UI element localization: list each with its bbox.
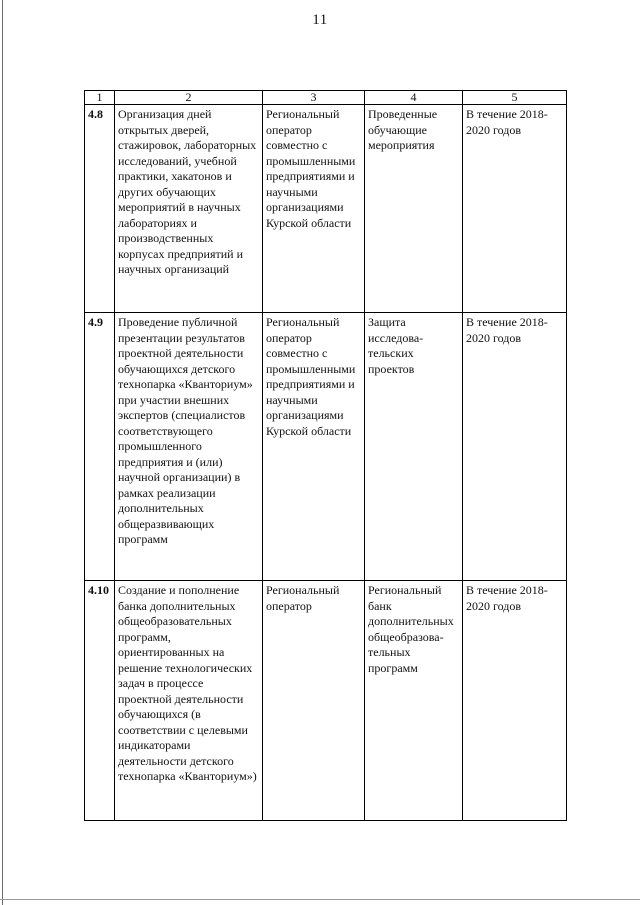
executor-cell: Региональный оператор совместно с промышленными предприятиями и научными организациями Курской области xyxy=(263,105,365,313)
page-number: 11 xyxy=(312,12,328,28)
activities-table xyxy=(84,90,567,821)
activity-cell: Создание и пополнение банка дополнительных общеобразовательных программ, ориентированных на решение технологических задач в процессе проектной деятельности обучающихся (в соответствии с целевыми индикаторами деятельности детского технопарка «Кванториум») xyxy=(115,581,263,821)
scan-bottom-edge xyxy=(0,899,640,900)
activity-cell: Проведение публичной презентации результатов проектной деятельности обучающихся детского технопарка «Кванториум» при участии внешних экспертов (специалистов соответствующего промышленного предприятия и (или) научной организации) в рамках реализации дополнительных общеразвивающих программ xyxy=(115,313,263,581)
row-number: 4.10 xyxy=(85,581,115,821)
table-row xyxy=(85,581,567,821)
table-row xyxy=(85,313,567,581)
column-header-4: 4 xyxy=(365,91,463,105)
column-header-3: 3 xyxy=(263,91,365,105)
result-cell: Региональный банк дополнительных общеобразова-тельных программ xyxy=(365,581,463,821)
executor-cell: Региональный оператор xyxy=(263,581,365,821)
term-cell: В течение 2018-2020 годов xyxy=(463,105,567,313)
term-cell: В течение 2018-2020 годов xyxy=(463,581,567,821)
term-cell: В течение 2018-2020 годов xyxy=(463,313,567,581)
row-number: 4.8 xyxy=(85,105,115,313)
table-header-row xyxy=(85,91,567,105)
table-row xyxy=(85,105,567,313)
scan-left-edge xyxy=(2,0,3,905)
row-number: 4.9 xyxy=(85,313,115,581)
column-header-1: 1 xyxy=(85,91,115,105)
column-header-5: 5 xyxy=(463,91,567,105)
result-cell: Защита исследова-тельских проектов xyxy=(365,313,463,581)
column-header-2: 2 xyxy=(115,91,263,105)
result-cell: Проведенные обучающие мероприятия xyxy=(365,105,463,313)
activity-cell: Организация дней открытых дверей, стажировок, лабораторных исследований, учебной практики, хакатонов и других обучающих мероприятий в научных лабораториях и производственных корпусах предприятий и научных организаций xyxy=(115,105,263,313)
executor-cell: Региональный оператор совместно с промышленными предприятиями и научными организациями Курской области xyxy=(263,313,365,581)
